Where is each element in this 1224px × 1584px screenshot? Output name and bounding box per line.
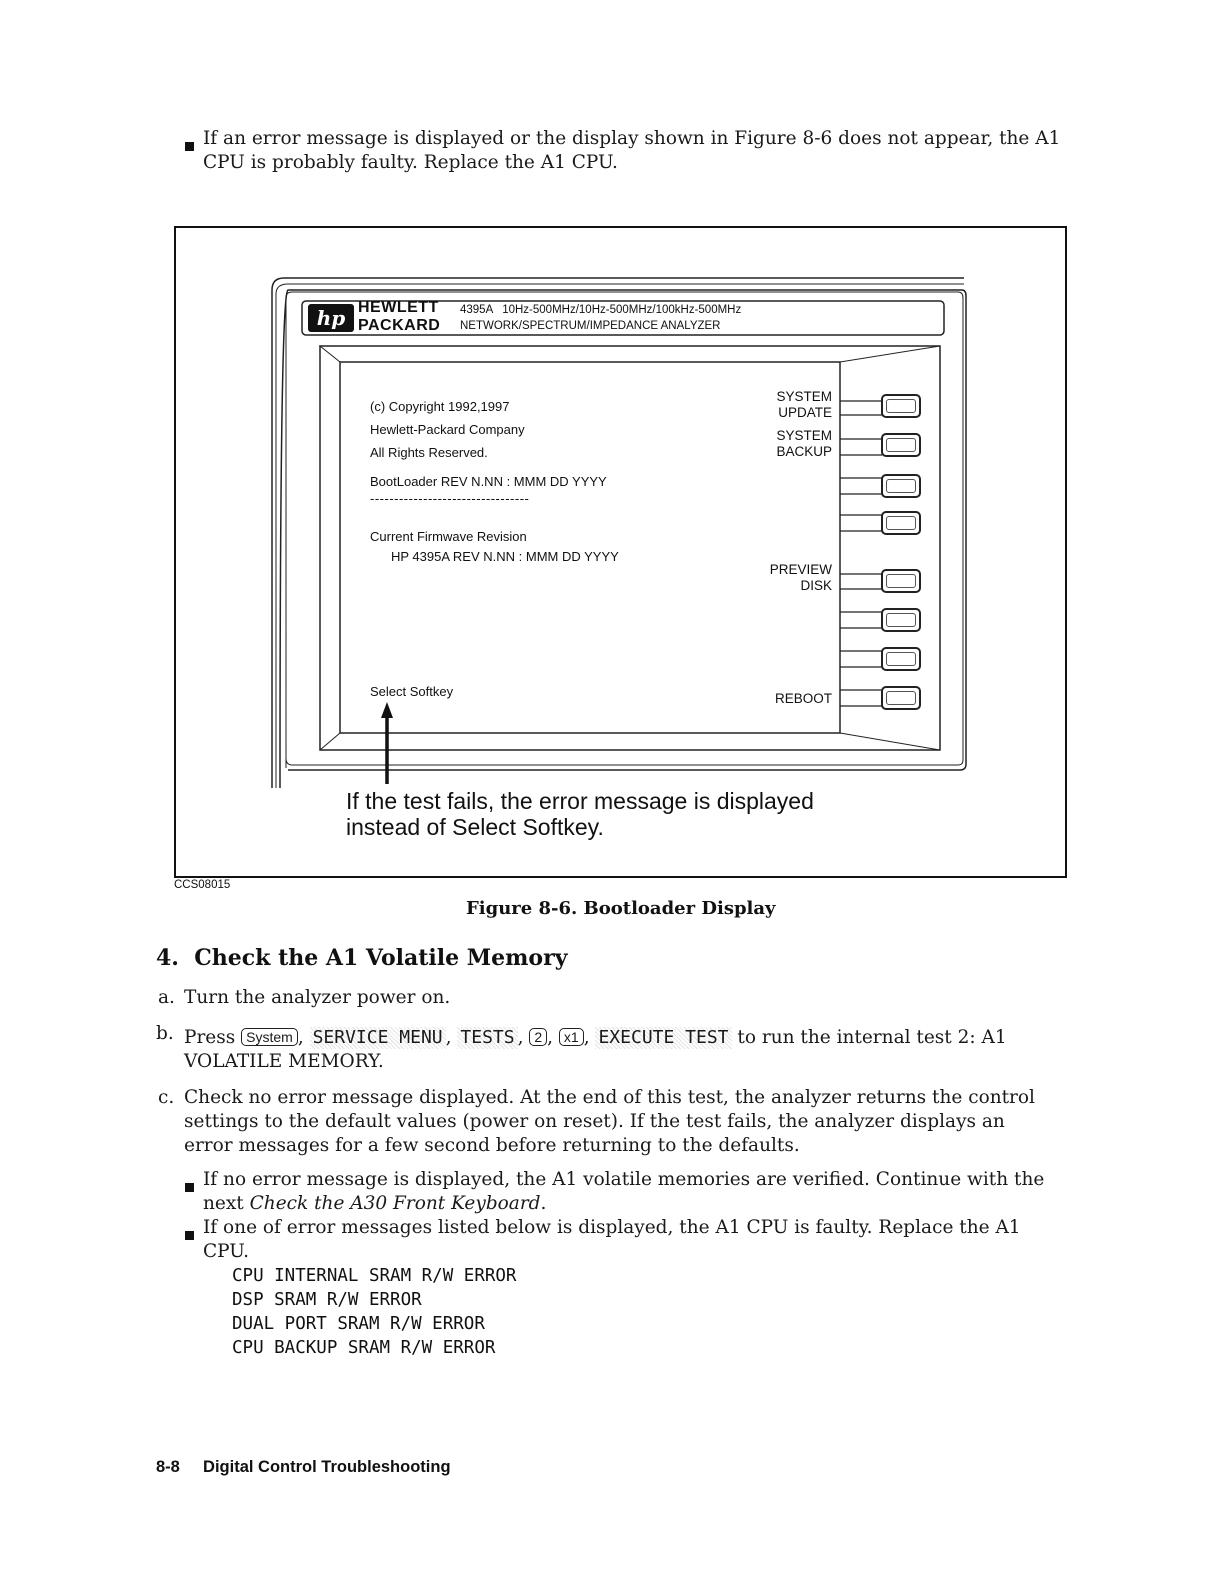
softkey-6-button[interactable]	[881, 608, 921, 632]
footer-page-number: 8-8	[156, 1458, 180, 1476]
system-key[interactable]: System	[241, 1028, 298, 1046]
step-c-line1: Check no error message displayed. At the end of this test, the analyzer returns the control	[184, 1087, 1035, 1108]
screen-firmware-line: HP 4395A REV N.NN : MMM DD YYYY	[391, 549, 619, 564]
step-a-text: Turn the analyzer power on.	[184, 987, 451, 1008]
brand-hewlett: HEWLETT	[358, 299, 439, 316]
step-c-label: c.	[158, 1087, 175, 1108]
softkey-5-button[interactable]	[881, 569, 921, 593]
step-b-tail: to run the internal test 2: A1	[737, 1027, 1007, 1048]
softkey-4-button[interactable]	[881, 511, 921, 535]
screen-dashes: ---------------------------------	[370, 491, 530, 506]
footer	[156, 1458, 451, 1477]
softkey-2-button[interactable]	[881, 433, 921, 457]
screen-select-softkey: Select Softkey	[370, 684, 454, 699]
step-b-label: b.	[156, 1023, 174, 1044]
model-line: 4395A 10Hz-500MHz/10Hz-500MHz/100kHz-500MHz	[460, 304, 742, 316]
bullet-square-icon	[185, 1231, 194, 1240]
bullet1-line2: next Check the A30 Front Keyboard.	[203, 1193, 547, 1214]
hp-logo: hp	[308, 304, 354, 332]
bullet-square-icon	[185, 1183, 194, 1192]
screen-company: Hewlett-Packard Company	[370, 422, 525, 437]
softkey-7-button[interactable]	[881, 647, 921, 671]
softkey-label-system-update: SYSTEM UPDATE	[776, 389, 832, 420]
bullet-square-icon	[185, 142, 194, 151]
step-c-line3: error messages for a few second before returning to the defaults.	[184, 1135, 800, 1156]
screen-copyright: (c) Copyright 1992,1997	[370, 399, 510, 414]
softkey-leaders	[176, 228, 1069, 880]
model-description: NETWORK/SPECTRUM/IMPEDANCE ANALYZER	[460, 320, 721, 332]
intro-bullet-text: If an error message is displayed or the display shown in Figure 8-6 does not appear, the A1 CPU is probably faulty. Replace the A1 CPU.	[203, 128, 1061, 173]
step-b-line1: Press System , SERVICE MENU , TESTS , 2 , x1 , EXECUTE TEST to run the internal test 2: A1	[184, 1027, 1007, 1048]
error-item: DUAL PORT SRAM R/W ERROR	[232, 1314, 485, 1334]
screen-firmware-title: Current Firmwave Revision	[370, 529, 527, 544]
error-item: CPU BACKUP SRAM R/W ERROR	[232, 1338, 496, 1358]
service-menu-softkey[interactable]: SERVICE MENU	[310, 1027, 446, 1049]
annotation-line-2: instead of Select Softkey.	[346, 814, 604, 840]
tests-softkey[interactable]: TESTS	[457, 1027, 517, 1049]
section-heading: 4. Check the A1 Volatile Memory	[156, 945, 568, 971]
annotation-line-1: If the test fails, the error message is displayed	[346, 788, 814, 814]
screen-rights: All Rights Reserved.	[370, 445, 488, 460]
softkey-3-button[interactable]	[881, 474, 921, 498]
step-b-line2: VOLATILE MEMORY.	[184, 1051, 384, 1072]
figure-code: CCS08015	[174, 879, 231, 891]
softkey-1-button[interactable]	[881, 394, 921, 418]
figure-frame	[174, 226, 1067, 878]
figure-caption: Figure 8-6. Bootloader Display	[466, 898, 776, 919]
step-c-line2: settings to the default values (power on reset). If the test fails, the analyzer displays an	[184, 1111, 1005, 1132]
footer-title: Digital Control Troubleshooting	[203, 1458, 451, 1476]
step-b-press: Press	[184, 1027, 236, 1048]
check-a30-link-text: Check the A30 Front Keyboard	[249, 1193, 541, 1214]
error-item: DSP SRAM R/W ERROR	[232, 1290, 422, 1310]
softkey-label-reboot: REBOOT	[774, 691, 832, 706]
softkey-label-preview-disk: PREVIEW DISK	[769, 562, 832, 593]
softkey-8-button[interactable]	[881, 686, 921, 710]
screen-bootloader: BootLoader REV N.NN : MMM DD YYYY	[370, 474, 607, 489]
bullet2-line1: If one of error messages listed below is displayed, the A1 CPU is faulty. Replace the A1	[203, 1217, 1021, 1238]
key-x1[interactable]: x1	[559, 1028, 584, 1046]
execute-test-softkey[interactable]: EXECUTE TEST	[595, 1027, 731, 1049]
error-item: CPU INTERNAL SRAM R/W ERROR	[232, 1266, 517, 1286]
step-a-label: a.	[158, 987, 175, 1008]
key-2[interactable]: 2	[529, 1028, 547, 1046]
bullet1-line1: If no error message is displayed, the A1 volatile memories are verified. Continue with the	[203, 1169, 1045, 1190]
bullet2-line2: CPU.	[203, 1241, 250, 1262]
softkey-label-system-backup: SYSTEM BACKUP	[776, 428, 832, 459]
brand-packard: PACKARD	[358, 317, 441, 334]
